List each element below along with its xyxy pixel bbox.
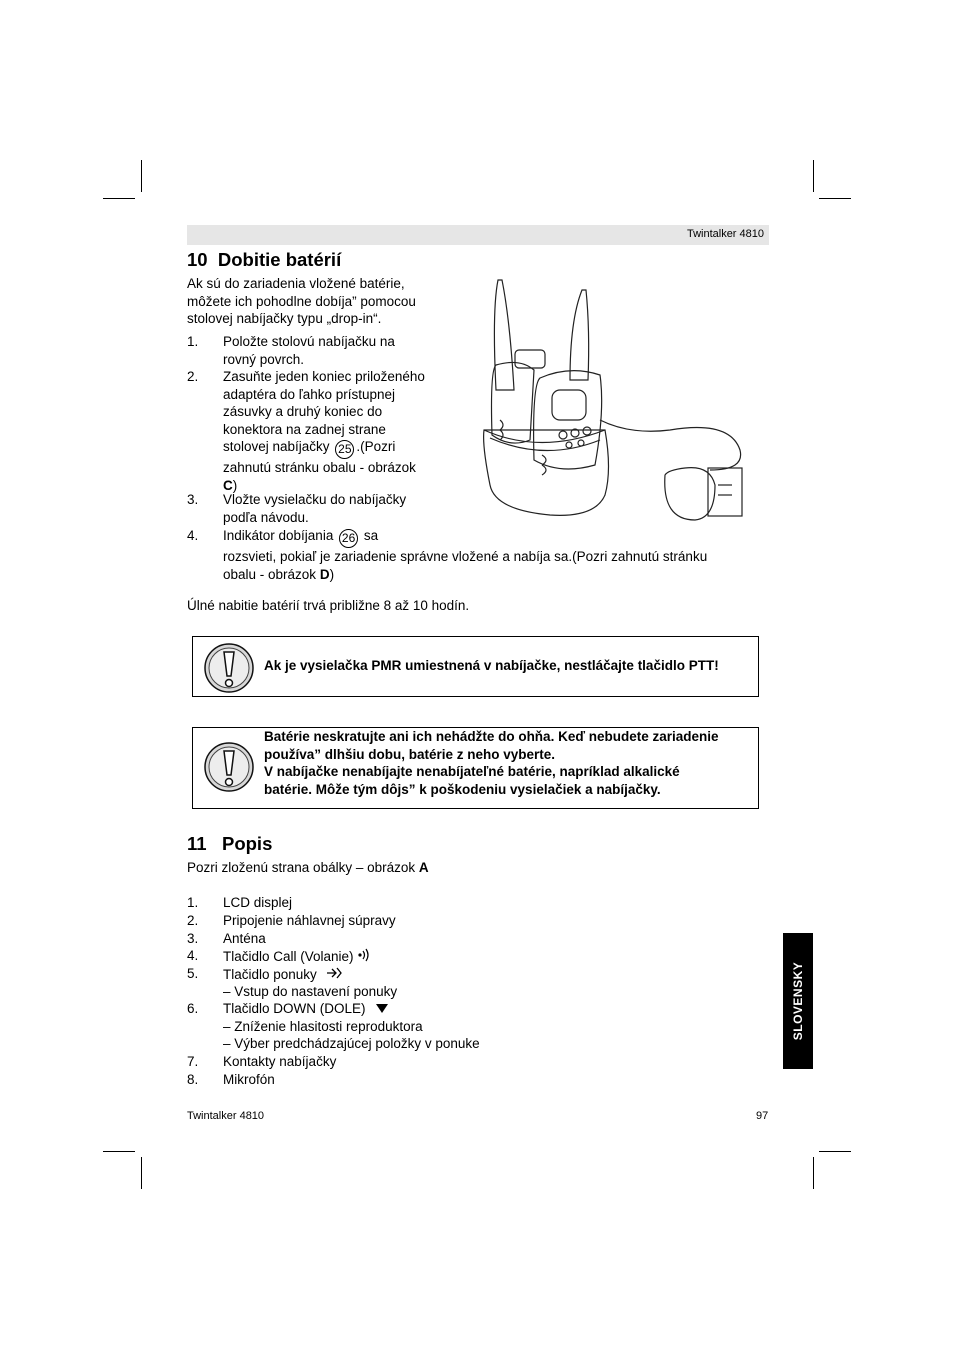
list-item: Anténa (223, 931, 266, 946)
section-10-heading (187, 249, 341, 271)
step-number: 4. (187, 528, 199, 543)
step-1: Položte stolovú nabíjačku na rovný povrch. (223, 334, 395, 367)
charge-duration: Úlné nabitie batérií trvá približne 8 až 10 hodín. (187, 598, 470, 613)
footer-product: Twintalker 4810 (187, 1110, 265, 1122)
menu-icon (325, 965, 343, 981)
exclamation-icon (203, 642, 255, 694)
exclamation-icon (203, 741, 255, 793)
charger-illustration (470, 270, 760, 525)
list-subitem: – Výber predchádzajúcej položky v ponuke (223, 1036, 480, 1051)
step-number: 3. (187, 492, 199, 507)
step-4: Indikátor dobíjania 26 sa rozsvieti, pokiaľ je zariadenie správne vložené a nabíja sa.(Pozri zahnutú stránku obalu - obrázok D) (223, 528, 708, 582)
list-item: Mikrofón (223, 1072, 275, 1087)
warning-box (192, 727, 759, 809)
list-item: Tlačidlo Call (Volanie) (223, 947, 371, 966)
step-2: Zasuňte jeden koniec priloženého adaptéra do ľahko prístupnej zásuvky a druhý koniec do konektora na zadnej strane stolovej nabíjačky 25 .(Pozri zahnutú stránku obalu - obrázok C) (223, 369, 425, 493)
warning-text: Batérie neskratujte ani ich nehádžte do ohňa. Keď nebudete zariadenie používa” dlhšiu dobu, batérie z neho vyberte. V nabíjačke nenabíjajte nenabíjateľné batérie, napríklad alkalické batérie. Môže tým dôjs” k poškodeniu vysielačiek a nabíjačky. (264, 729, 719, 797)
down-arrow-icon (375, 1002, 389, 1014)
crop-mark (819, 1151, 851, 1152)
crop-mark (141, 1157, 142, 1189)
step-number: 1. (187, 334, 199, 349)
header-product: Twintalker 4810 (686, 228, 764, 240)
list-item: LCD displej (223, 895, 293, 910)
section-title: Dobitie batérií (217, 249, 342, 270)
crop-mark (813, 1157, 814, 1189)
list-item: Tlačidlo DOWN (DOLE) (223, 1000, 389, 1018)
list-subitem: – Zníženie hlasitosti reproduktora (223, 1019, 423, 1034)
crop-mark (103, 1151, 135, 1152)
crop-mark (819, 198, 851, 199)
list-subitem: – Vstup do nastavení ponuky (223, 984, 398, 999)
section-11-heading (187, 833, 272, 855)
section-number: 11 (187, 833, 207, 854)
page-header (187, 225, 769, 245)
call-icon (357, 947, 371, 963)
warning-text: Ak je vysielačka PMR umiestnená v nabíjačke, nestláčajte tlačidlo PTT! (264, 658, 719, 673)
crop-mark (813, 160, 814, 192)
section-11-intro: Pozri zloženú strana obálky – obrázok A (187, 860, 429, 875)
crop-mark (103, 198, 135, 199)
step-number: 2. (187, 369, 199, 384)
step-3: Vložte vysielačku do nabíjačky podľa návodu. (223, 492, 407, 525)
list-item: Pripojenie náhlavnej súpravy (223, 913, 396, 928)
reference-number-25: 25 (335, 440, 354, 459)
reference-number-26: 26 (339, 529, 358, 548)
section-10-intro: Ak sú do zariadenia vložené batérie, môžete ich pohodlne dobíja” pomocou stolovej nabíjačky typu „drop-in“. (187, 276, 416, 327)
section-number: 10 (187, 249, 208, 270)
language-tab: SLOVENSKY (783, 933, 813, 1069)
section-title: Popis (221, 833, 273, 854)
list-item: Tlačidlo ponuky (223, 965, 343, 984)
crop-mark (141, 160, 142, 192)
warning-box (192, 636, 759, 697)
page-number: 97 (756, 1110, 769, 1122)
list-item: Kontakty nabíjačky (223, 1054, 337, 1069)
